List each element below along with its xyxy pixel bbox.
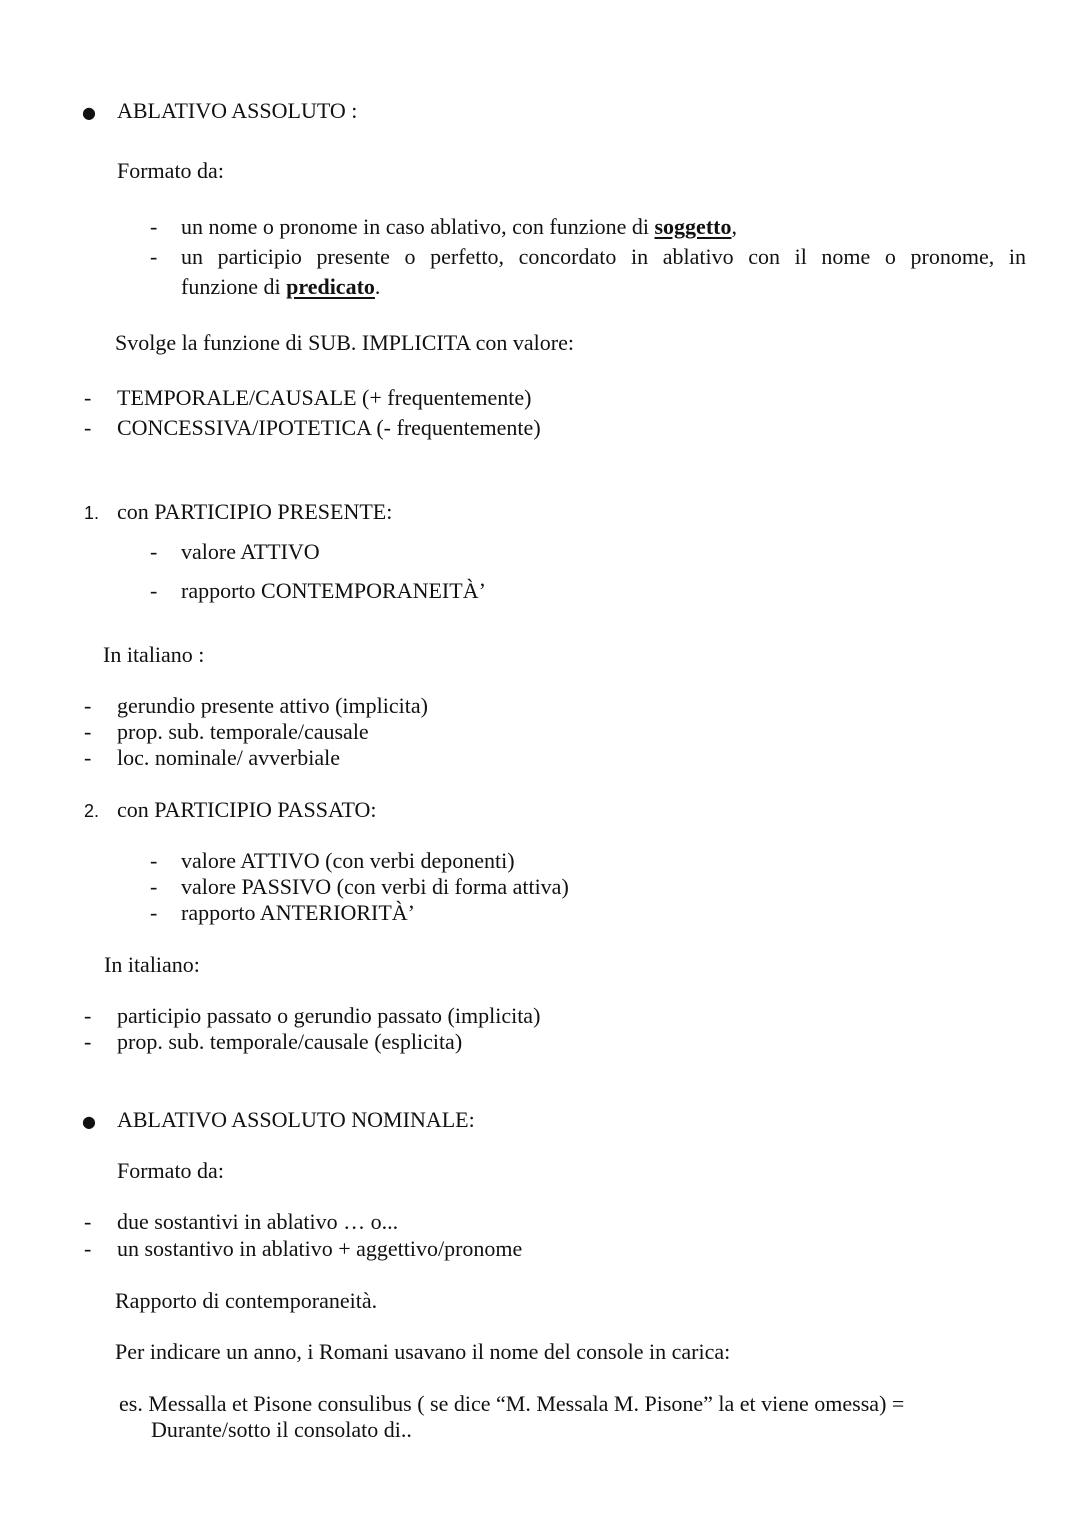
list-item: gerundio presente attivo (implicita) [117, 693, 428, 718]
list-item: prop. sub. temporale/causale (esplicita) [117, 1029, 463, 1054]
dash-marker: - [150, 539, 158, 564]
list-item: valore ATTIVO (con verbi deponenti) [181, 848, 515, 873]
list-item: rapporto ANTERIORITÀ’ [181, 900, 416, 925]
section-heading-ablativo-assoluto-nominale: ABLATIVO ASSOLUTO NOMINALE: [117, 1107, 475, 1132]
list-item-soggetto [181, 214, 737, 240]
part-title-participio-passato: con PARTICIPIO PASSATO: [117, 797, 377, 822]
formato-label: Formato da: [117, 1158, 224, 1183]
formato-label: Formato da: [117, 158, 224, 183]
list-item-predicato-line2 [181, 274, 380, 300]
dash-marker: - [84, 1003, 92, 1028]
dash-marker: - [150, 848, 158, 873]
dash-marker: - [84, 415, 92, 440]
dash-marker: - [150, 214, 158, 239]
list-item: participio passato o gerundio passato (implicita) [117, 1003, 541, 1028]
example-line-2: Durante/sotto il consolato di.. [151, 1417, 412, 1442]
item-punct: . [374, 274, 381, 299]
section-heading-ablativo-assoluto: ABLATIVO ASSOLUTO : [117, 98, 358, 123]
list-item: rapporto CONTEMPORANEITÀ’ [181, 578, 486, 603]
dash-marker: - [150, 578, 158, 603]
dash-marker: - [84, 1029, 92, 1054]
list-number: 2. [84, 801, 100, 821]
list-item-predicato-line1: un participio presente o perfetto, concordato in ablativo con il nome o pronome, in [181, 244, 1026, 269]
dash-marker: - [84, 693, 92, 718]
dash-marker: - [150, 244, 158, 269]
dash-marker: - [84, 745, 92, 770]
list-number: 1. [84, 503, 100, 523]
in-italiano-label: In italiano: [104, 952, 200, 977]
dash-marker: - [84, 719, 92, 744]
list-item: loc. nominale/ avverbiale [117, 745, 340, 770]
bullet-icon: ● [82, 1112, 96, 1131]
example-line-1: es. Messalla et Pisone consulibus ( se dice “M. Messala M. Pisone” la et viene omessa) = [119, 1391, 905, 1416]
list-item: un sostantivo in ablativo + aggettivo/pronome [117, 1236, 523, 1261]
list-item: due sostantivi in ablativo … o... [117, 1209, 399, 1234]
dash-marker: - [84, 1209, 92, 1234]
in-italiano-label: In italiano : [103, 642, 205, 667]
item-punct: , [731, 214, 737, 239]
per-indicare-text: Per indicare un anno, i Romani usavano il nome del console in carica: [115, 1339, 731, 1364]
part-title-participio-presente: con PARTICIPIO PRESENTE: [117, 499, 393, 524]
keyword-predicato: predicato [286, 274, 375, 299]
list-item: TEMPORALE/CAUSALE (+ frequentemente) [117, 385, 532, 410]
keyword-soggetto: soggetto [654, 214, 732, 239]
svolge-text: Svolge la funzione di SUB. IMPLICITA con valore: [115, 330, 574, 355]
rapporto-text: Rapporto di contemporaneità. [115, 1288, 378, 1313]
dash-marker: - [150, 900, 158, 925]
bullet-icon: ● [82, 103, 96, 122]
dash-marker: - [84, 1236, 92, 1261]
list-item: valore ATTIVO [181, 539, 320, 564]
dash-marker: - [150, 874, 158, 899]
dash-marker: - [84, 385, 92, 410]
list-item: prop. sub. temporale/causale [117, 719, 369, 744]
list-item: valore PASSIVO (con verbi di forma attiva) [181, 874, 569, 899]
item-text: funzione di [181, 274, 281, 299]
item-text: un nome o pronome in caso ablativo, con funzione di [181, 214, 649, 239]
list-item: CONCESSIVA/IPOTETICA (- frequentemente) [117, 415, 541, 440]
